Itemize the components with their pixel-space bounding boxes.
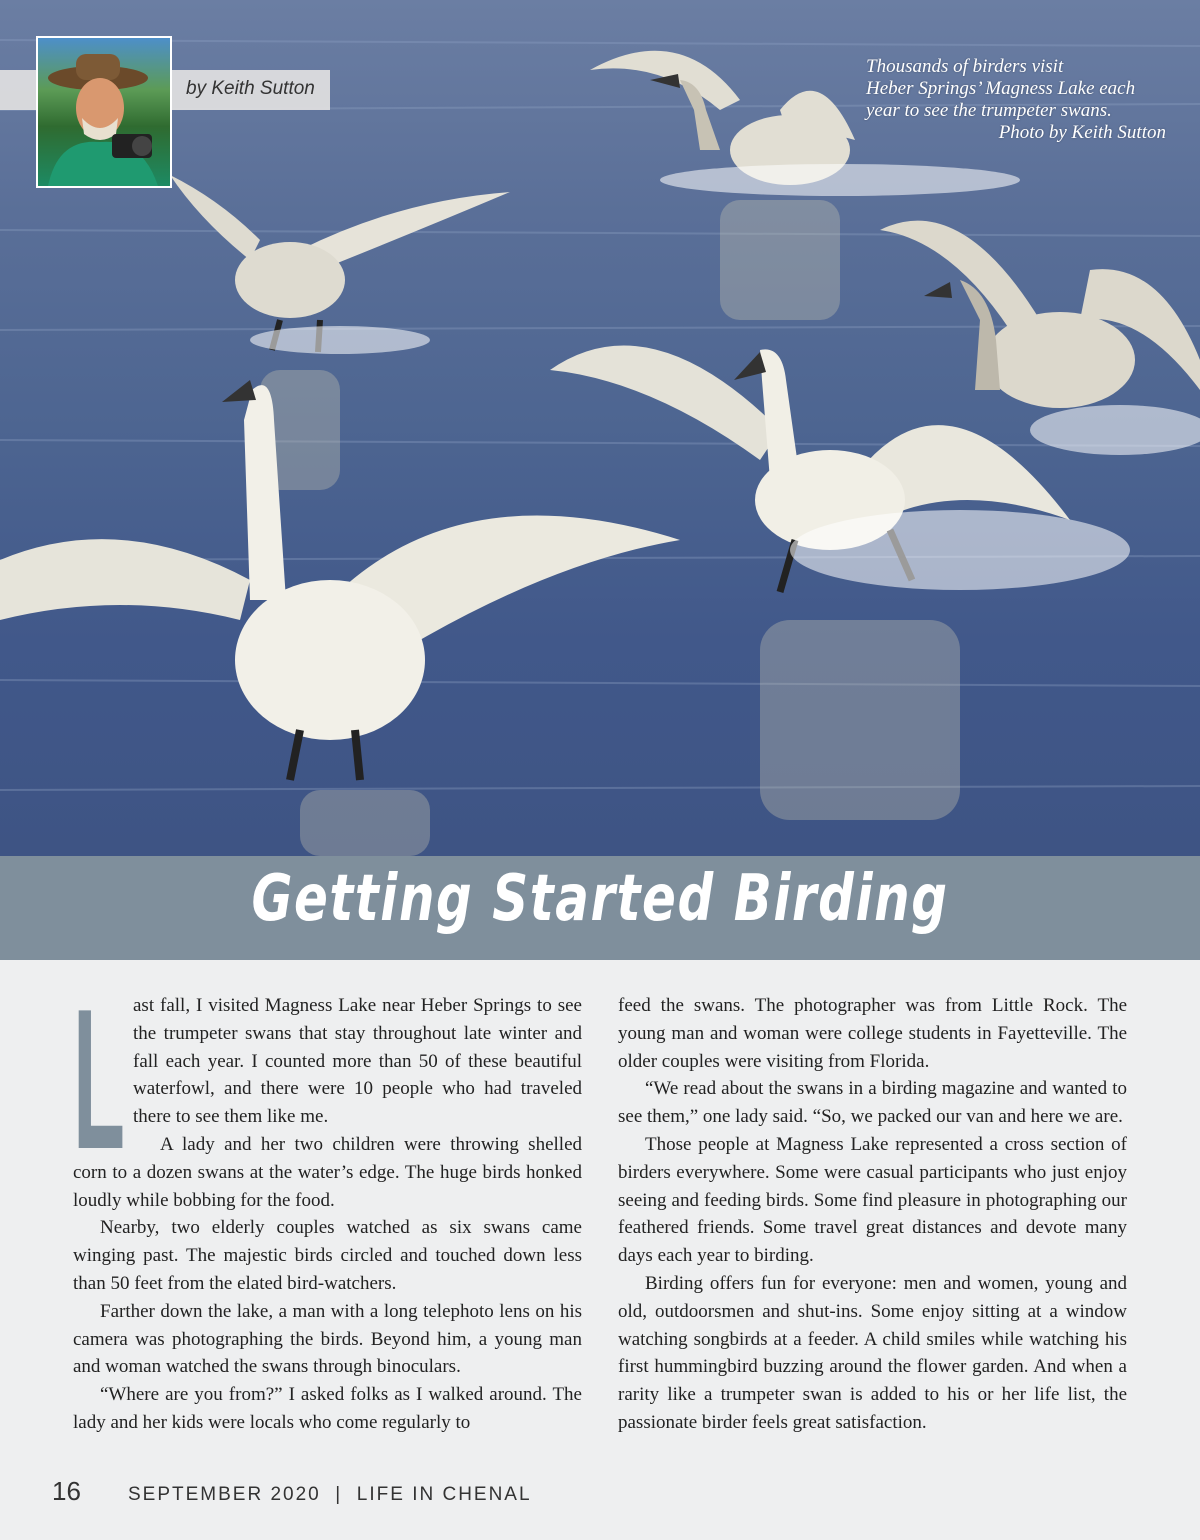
paragraph: Those people at Magness Lake represented a cross section of birders everywhere. Some were casual participants who just enjoy seeing and feeding birds. Some find pleasure in photographing our feathered friends. Some travel great distances and devote many days each year to birding. (618, 1133, 1127, 1267)
article-column-2 (618, 992, 1127, 1437)
svg-text:L: L (73, 1000, 125, 1148)
page-number: 16 (52, 1476, 81, 1506)
paragraph: feed the swans. The photographer was from Little Rock. The young man and woman were college students in Fayetteville. The older couples were visiting from Florida. (618, 995, 1127, 1072)
paragraph: Farther down the lake, a man with a long telephoto lens on his camera was photographing the birds. Beyond him, a young man and woman watched the swans through binoculars. (73, 1300, 582, 1378)
article-title: Getting Started Birding (251, 862, 949, 936)
paragraph: “We read about the swans in a birding magazine and wanted to see them,” one lady said. “So, we packed our van and here we are. (618, 1078, 1127, 1128)
paragraph: A lady and her two children were throwing shelled corn to a dozen swans at the water’s edge. The huge birds honked loudly while bobbing for the food. (73, 1133, 582, 1211)
article-column-1 (73, 992, 582, 1437)
paragraph: “Where are you from?” I asked folks as I walked around. The lady and her kids were locals who come regularly to (73, 1384, 582, 1433)
drop-cap (73, 1000, 125, 1148)
issue-line: SEPTEMBER 2020 | LIFE IN CHENAL (128, 1484, 532, 1505)
paragraph: Nearby, two elderly couples watched as six swans came winging past. The majestic birds circled and touched down less than 50 feet from the elated bird-watchers. (73, 1217, 582, 1294)
paragraph: ast fall, I visited Magness Lake near Heber Springs to see the trumpeter swans that stay throughout late winter and fall each year. I counted more than 50 of these beautiful waterfowl, and there were 10 people who had traveled there to see them like me. (133, 995, 582, 1128)
swan-right (880, 221, 1200, 408)
paragraph: Birding offers fun for everyone: men and women, young and old, outdoorsmen and shut-ins. Some enjoy sitting at a window watching songbirds at a feeder. A child smiles while watching his first hummingbird buzzing around the flower garden. And when a rarity like a trumpeter swan is added to his or her life list, the passionate birder feels great satisfaction. (618, 1272, 1127, 1433)
photo-caption (866, 56, 1166, 144)
swan-upper-left (170, 175, 510, 352)
caption-line: Thousands of birders visit (866, 56, 1064, 77)
author-photo (36, 36, 172, 188)
byline: by Keith Sutton (186, 78, 315, 99)
caption-line: year to see the trumpeter swans. (866, 100, 1112, 121)
photo-credit: Photo by Keith Sutton (998, 122, 1166, 143)
caption-line: Heber Springs’ Magness Lake each (866, 78, 1136, 99)
